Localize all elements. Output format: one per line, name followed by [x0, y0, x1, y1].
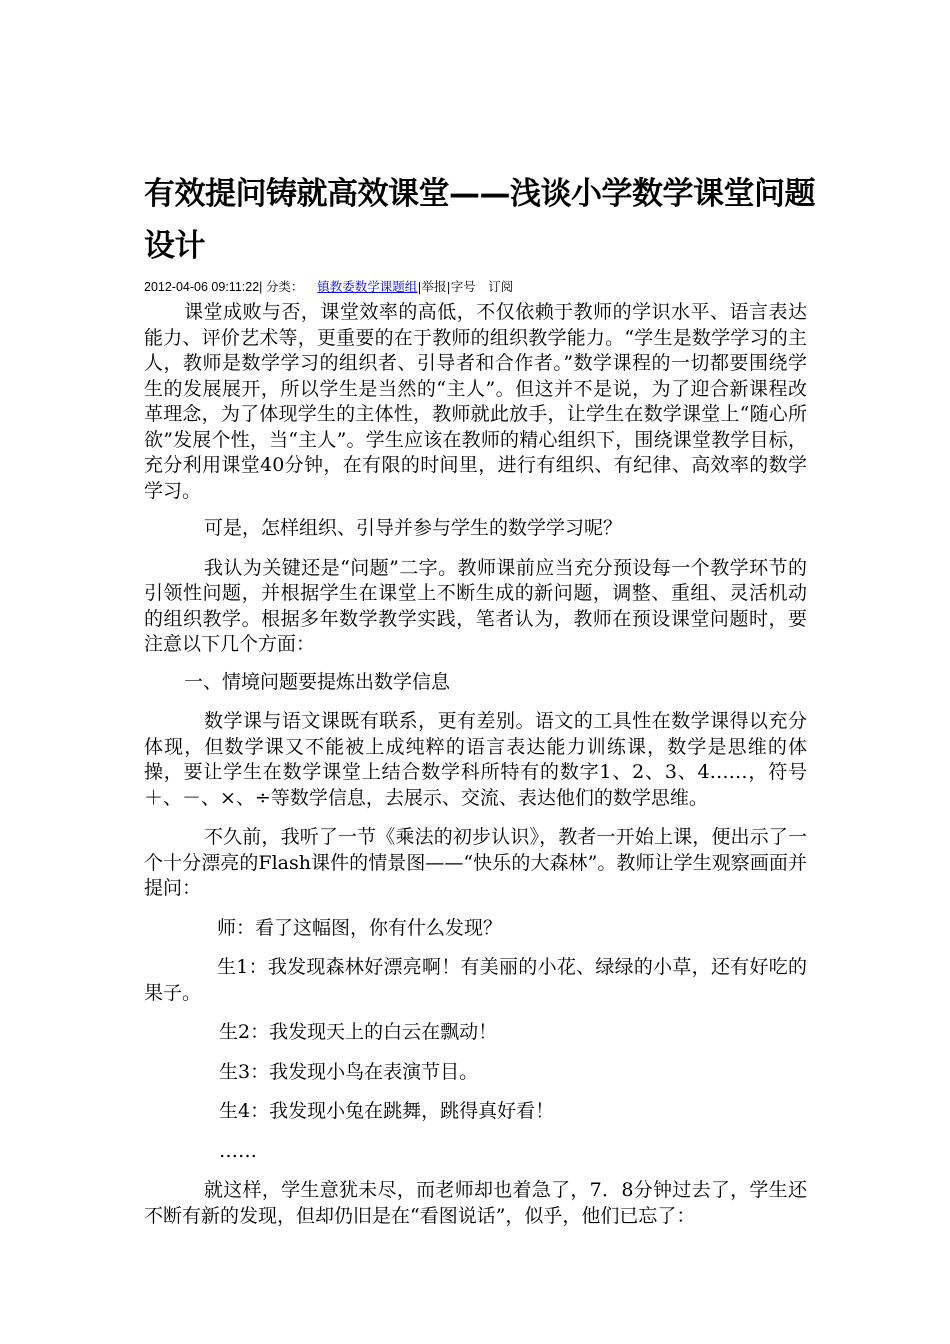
- article-body: [144, 300, 807, 1229]
- category-link[interactable]: 镇教委数学课题组: [317, 279, 418, 294]
- paragraph: 就这样，学生意犹未尽，而老师却也着急了，7．8分钟过去了，学生还不断有新的发现，但却仍旧是在“看图说话”，似乎，他们已忘了：: [144, 1179, 807, 1227]
- paragraph: 课堂成败与否，课堂效率的高低，不仅依赖于教师的学识水平、语言表达能力、评价艺术等，更重要的在于教师的组织教学能力。“学生是数学学习的主人，教师是数学学习的组织者、引导者和合作者。”数学课程的一切都要围绕学生的发展展开，所以学生是当然的“主人”。但这并不是说，为了迎合新课程改革理念，为了体现学生的主体性，教师就此放手，让学生在数学课堂上“随心所欲”发展个性，当“主人”。学生应该在教师的精心组织下，围绕课堂教学目标，充分利用课堂40分钟，在有限的时间里，进行有组织、有纪律、高效率的数学学习。: [144, 301, 807, 502]
- article-meta: [144, 277, 824, 295]
- meta-datetime: 2012-04-06 09:11:22|: [144, 280, 263, 294]
- dialogue-line: 生4：我发现小兔在跳舞，跳得真好看！: [219, 1100, 555, 1122]
- dialogue-line: 生2：我发现天上的白云在飘动！: [219, 1021, 498, 1043]
- dialogue-line: 生1：我发现森林好漂亮啊！有美丽的小花、绿绿的小草，还有好吃的果子。: [144, 956, 807, 1004]
- paragraph: 数学课与语文课既有联系，更有差别。语文的工具性在数学课得以充分体现，但数学课又不能被上成纯粹的语言表达能力训练课，数学是思维的体操，要让学生在数学课堂上结合数学科所特有的数字1、2、3、4……，符号＋、－、×、÷等数学信息，去展示、交流、表达他们的数学思维。: [144, 710, 807, 809]
- meta-category-label: 分类：: [265, 279, 304, 294]
- ellipsis-line: ……: [219, 1139, 257, 1162]
- paragraph: 可是，怎样组织、引导并参与学生的数学学习呢？: [204, 517, 623, 539]
- section-heading: 一、情境问题要提炼出数学信息: [184, 670, 451, 693]
- article-title: 有效提问铸就高效课堂——浅谈小学数学课堂问题设计: [144, 176, 815, 264]
- dialogue-line: 师：看了这幅图，你有什么发现？: [217, 916, 503, 939]
- meta-actions[interactable]: |举报|字号 订阅: [417, 279, 514, 294]
- paragraph: 我认为关键还是“问题”二字。教师课前应当充分预设每一个教学环节的引领性问题，并根据学生在课堂上不断生成的新问题，调整、重组、灵活机动的组织教学。根据多年数学教学实践，笔者认为，教师在预设课堂问题时，要注意以下几个方面：: [144, 556, 807, 655]
- dialogue-line: 生3：我发现小鸟在表演节目。: [219, 1060, 479, 1083]
- paragraph: 不久前，我听了一节《乘法的初步认识》，教者一开始上课，便出示了一个十分漂亮的Flash课件的情景图——“快乐的大森林”。教师让学生观察画面并提问：: [144, 826, 807, 899]
